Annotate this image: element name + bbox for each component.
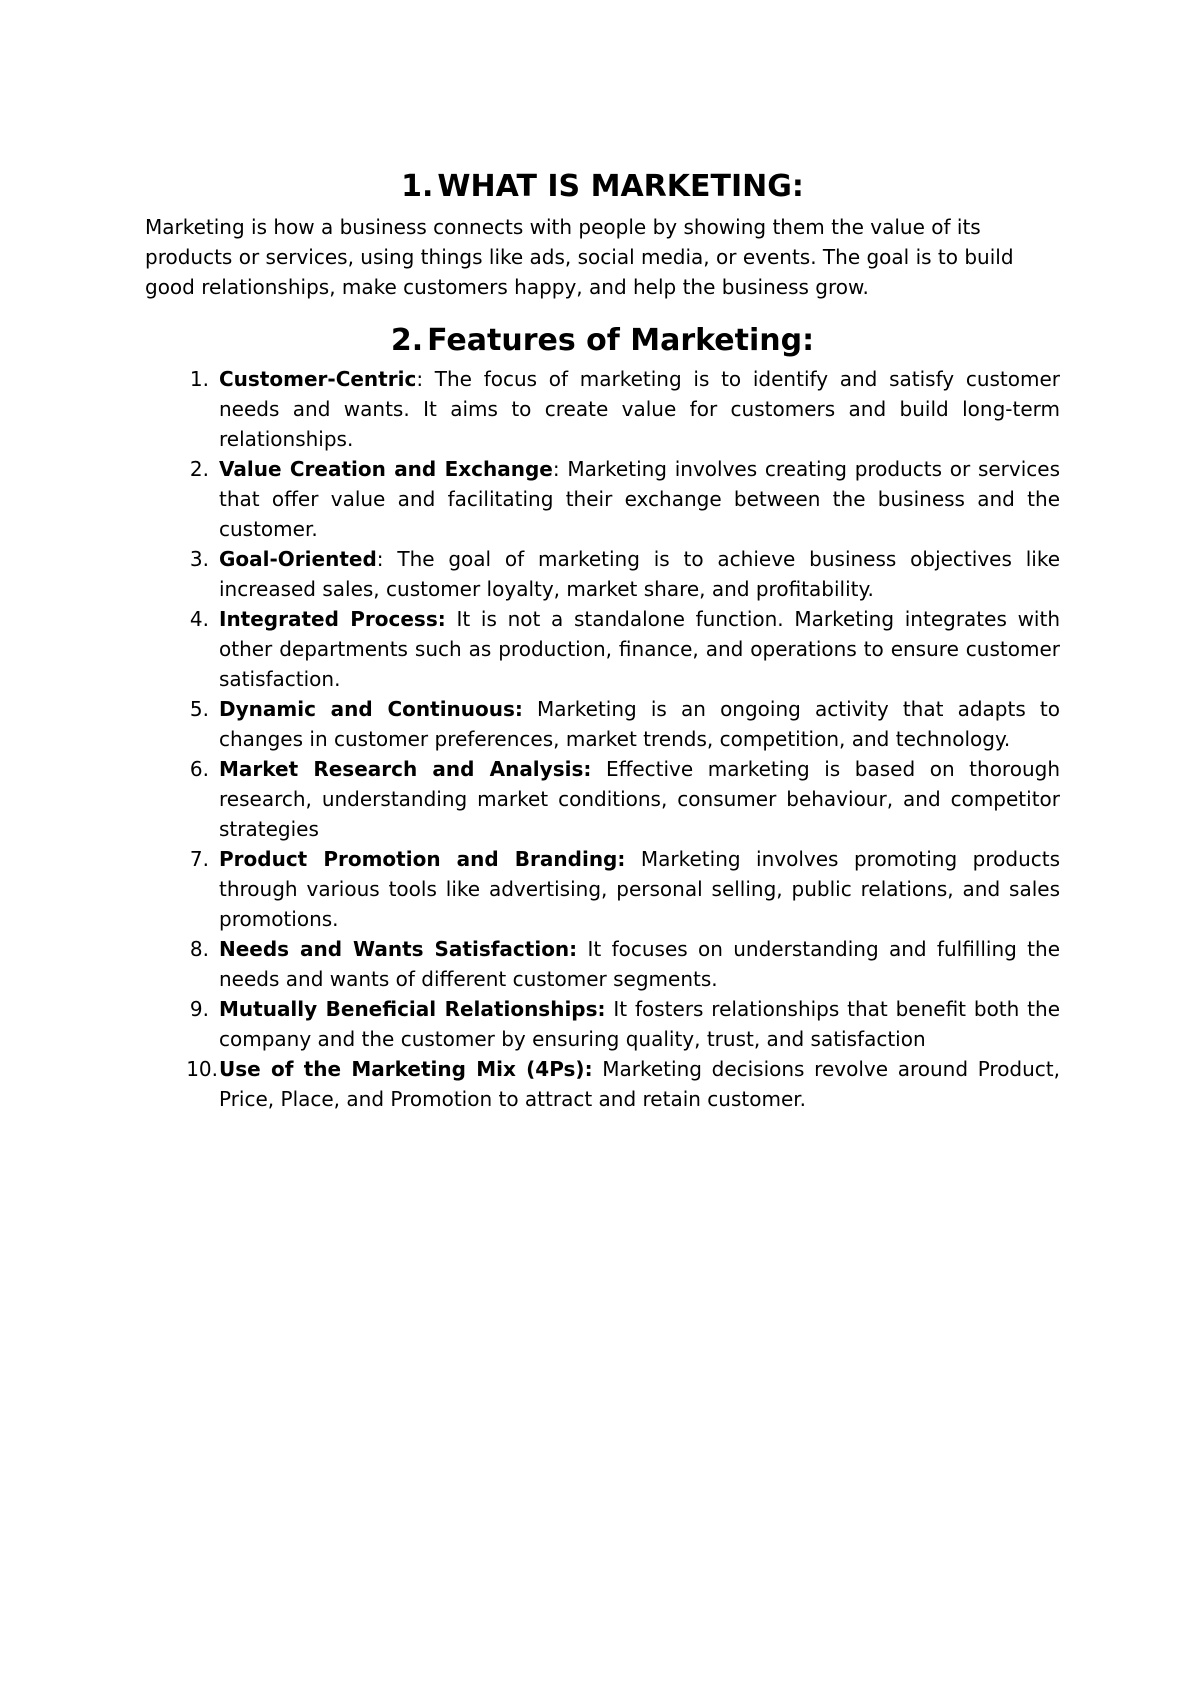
- list-item-body: [219, 544, 1060, 604]
- list-item-number: 10.: [186, 1057, 218, 1081]
- features-list: [145, 364, 1060, 1114]
- feature-description: The goal of marketing is to achieve business objectives like increased sales, customer loyalty, market share, and profitability.: [219, 547, 1060, 601]
- feature-separator: :: [376, 547, 384, 571]
- section-heading-features: [145, 322, 1060, 360]
- list-item-body: [219, 754, 1060, 844]
- feature-description: Marketing is an ongoing activity that adapts to changes in customer preferences, market trends, competition, and technology.: [219, 697, 1060, 751]
- feature-description: Marketing decisions revolve around Product, Price, Place, and Promotion to attract and retain customer.: [219, 1057, 1060, 1111]
- list-item: [145, 1054, 1060, 1114]
- section-title: Features of Marketing:: [427, 323, 815, 358]
- feature-term: Needs and Wants Satisfaction:: [219, 937, 578, 961]
- feature-term: Customer-Centric: [219, 367, 417, 391]
- list-item-body: [219, 934, 1060, 994]
- list-item: [145, 454, 1060, 544]
- feature-separator: :: [416, 367, 424, 391]
- section-heading-what-is-marketing: [145, 168, 1060, 206]
- list-item: [145, 754, 1060, 844]
- list-item: [145, 994, 1060, 1054]
- feature-term: Integrated Process:: [219, 607, 446, 631]
- list-item-body: [219, 694, 1060, 754]
- list-item-body: [219, 1054, 1060, 1114]
- document-content: [145, 168, 1060, 1114]
- feature-separator: :: [552, 457, 560, 481]
- list-item-number: 4.: [189, 607, 209, 631]
- list-item-number: 8.: [189, 937, 209, 961]
- list-item-body: [219, 604, 1060, 694]
- list-item-body: [219, 844, 1060, 934]
- list-item-body: [219, 994, 1060, 1054]
- feature-term: Product Promotion and Branding:: [219, 847, 626, 871]
- list-item: [145, 364, 1060, 454]
- feature-term: Goal-Oriented: [219, 547, 377, 571]
- feature-term: Mutually Beneficial Relationships:: [219, 997, 606, 1021]
- section-number: 2.: [390, 323, 424, 358]
- feature-description: The focus of marketing is to identify and satisfy customer needs and wants. It aims to create value for customers and build long-term relationships.: [219, 367, 1060, 451]
- section-title: WHAT IS MARKETING:: [437, 169, 804, 204]
- list-item-body: [219, 454, 1060, 544]
- feature-description: It fosters relationships that benefit both the company and the customer by ensuring quality, trust, and satisfaction: [219, 997, 1060, 1051]
- feature-description: Effective marketing is based on thorough research, understanding market conditions, consumer behaviour, and competitor strategies: [219, 757, 1060, 841]
- feature-term: Dynamic and Continuous:: [219, 697, 523, 721]
- list-item: [145, 844, 1060, 934]
- list-item: [145, 604, 1060, 694]
- list-item-body: [219, 364, 1060, 454]
- list-item: [145, 544, 1060, 604]
- feature-term: Use of the Marketing Mix (4Ps):: [219, 1057, 593, 1081]
- feature-description: It focuses on understanding and fulfilling the needs and wants of different customer segments.: [219, 937, 1060, 991]
- list-item-number: 5.: [189, 697, 209, 721]
- list-item-number: 6.: [189, 757, 209, 781]
- feature-description: Marketing involves creating products or services that offer value and facilitating their exchange between the business and the customer.: [219, 457, 1060, 541]
- intro-paragraph: Marketing is how a business connects with people by showing them the value of its products or services, using things like ads, social media, or events. The goal is to build good relationships, make customers happy, and help the business grow.: [145, 215, 1014, 299]
- list-item: [145, 694, 1060, 754]
- feature-term: Value Creation and Exchange: [219, 457, 553, 481]
- list-item: [145, 934, 1060, 994]
- feature-description: It is not a standalone function. Marketing integrates with other departments such as production, finance, and operations to ensure customer satisfaction.: [219, 607, 1061, 691]
- list-item-number: 9.: [189, 997, 209, 1021]
- list-item-number: 3.: [189, 547, 209, 571]
- section-number: 1.: [401, 169, 434, 204]
- list-item-number: 7.: [189, 847, 209, 871]
- feature-term: Market Research and Analysis:: [219, 757, 592, 781]
- feature-description: Marketing involves promoting products through various tools like advertising, personal selling, public relations, and sales promotions.: [219, 847, 1061, 931]
- list-item-number: 2.: [189, 457, 209, 481]
- list-item-number: 1.: [189, 367, 209, 391]
